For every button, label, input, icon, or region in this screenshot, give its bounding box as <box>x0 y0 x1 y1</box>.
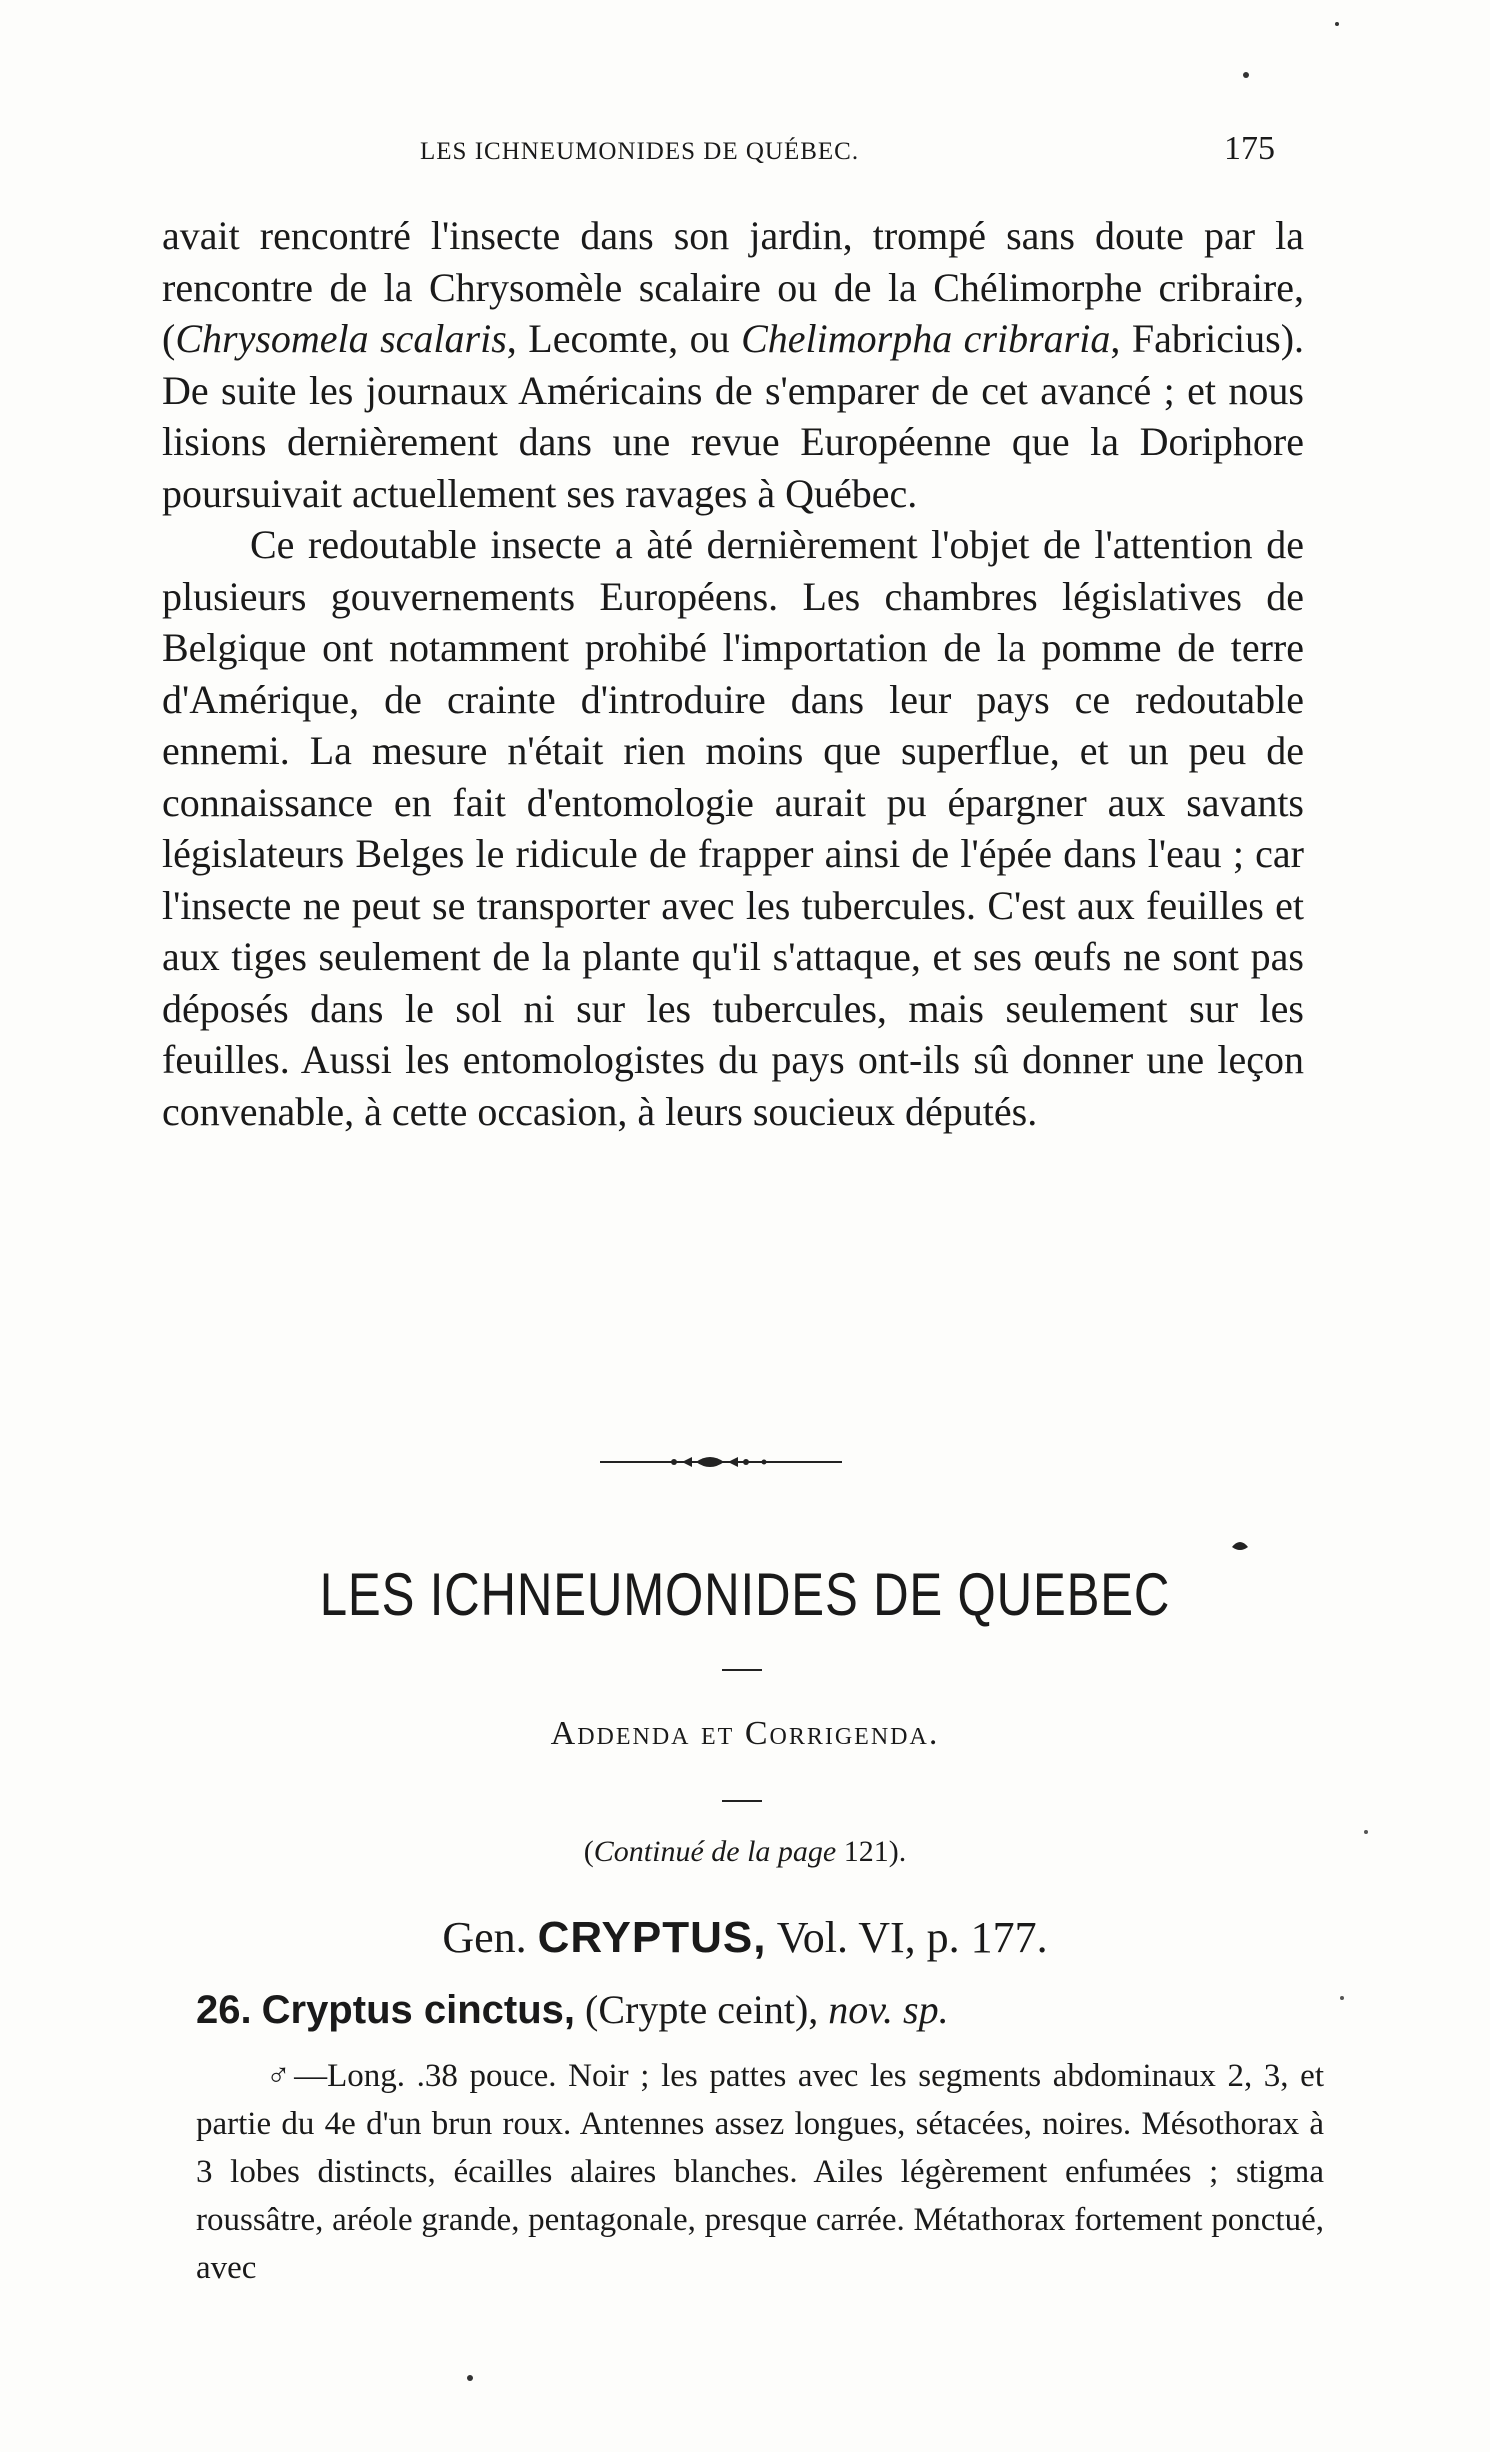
paragraph-2: Ce redoutable insecte a àté dernièrement l'objet de l'attention de plusieurs gouvernements Européens. Les chambres législatives de Belgique ont notamment prohibé l'importation de la pomme de terre d'Amérique, de crainte d'introduire dans leur pays ce redoutable ennemi. La mesure n'était rien moins que superflue, et un peu de connaissance en fait d'entomologie aurait pu épargner aux savants législateurs Belges le ridicule de frapper ainsi de l'épée dans l'eau ; car l'insecte ne peut se transporter avec les tubercules. C'est aux feuilles et aux tiges seulement de la plante qu'il s'attaque, et ses œufs ne sont pas déposés dans le sol ni sur les tubercules, mais seulement sur les feuilles. Aussi les entomologistes du pays ont-ils sû donner une leçon convenable, à cette occasion, à leurs soucieux députés. <box>162 522 1304 1134</box>
continued-note: (Continué de la page 121). <box>583 1835 907 1868</box>
paragraph-1: avait rencontré l'insecte dans son jardin, trompé sans doute par la rencontre de la Chrysomèle scalaire ou de la Chélimorphe cribraire, (Chrysomela scalaris, Lecomte, ou Chelimorpha cribraria, Fabricius). De suite les journaux Américains de s'emparer de cet avancé ; et nous lisions dernièrement dans une revue Européenne que la Doriphore poursuivait actuellement ses ravages à Québec. <box>162 213 1305 516</box>
taxon-chrysomela: Chrysomela scalaris <box>175 316 507 361</box>
taxon-chelimorpha: Chelimorpha cribraria <box>741 316 1111 361</box>
genus-name: CRYPTUS, <box>537 1913 767 1962</box>
page-number: 175 <box>1224 130 1275 167</box>
running-head: LES ICHNEUMONIDES DE QUÉBEC. <box>420 138 860 165</box>
section-title: LES ICHNEUMONIDES DE QUEBEC <box>319 1561 1171 1628</box>
species-number: 26. <box>196 1988 252 2032</box>
species-status: nov. sp. <box>828 1987 949 2032</box>
genus-heading: Gen. CRYPTUS, Vol. VI, p. 177. <box>442 1913 1048 1962</box>
species-name: Cryptus cinctus, <box>261 1988 576 2032</box>
species-common-name: (Crypte ceint), <box>585 1987 819 2032</box>
section-subtitle: Addenda et Corrigenda. <box>550 1715 940 1752</box>
species-description: ♂—Long. .38 pouce. Noir ; les pattes avec les segments abdominaux 2, 3, et partie du 4e d'un brun roux. Antennes assez longues, sétacées, noires. Mésothorax à 3 lobes distincts, écailles alaires blanches. Ailes légèrement enfumées ; stigma roussâtre, aréole grande, pentagonale, presque carrée. Métathorax fortement ponctué, avec <box>196 2058 1324 2286</box>
